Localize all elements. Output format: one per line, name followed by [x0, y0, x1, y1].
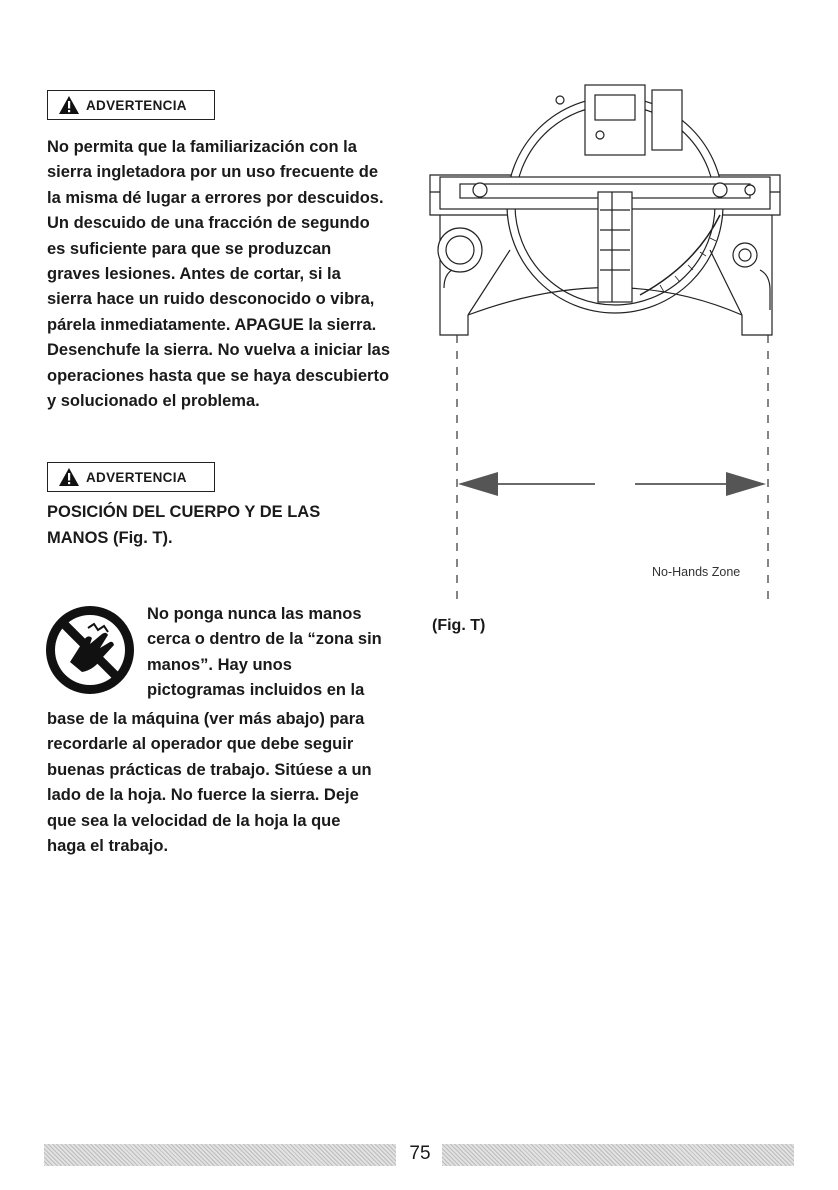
- figure-caption: (Fig. T): [432, 617, 486, 634]
- warning-label-2: ADVERTENCIA: [86, 469, 187, 485]
- warning-box-2: [47, 462, 215, 492]
- warning-triangle-icon: [58, 95, 80, 115]
- footer-bar-left: [44, 1144, 396, 1166]
- warning-paragraph-1: No permita que la familiarización con la sierra ingletadora por un uso frecuente de la misma dé lugar a errores por descuidos. Un descuido de una fracción de segundo es suficiente para que se produzcan graves lesiones. Antes de cortar, si la sierra hace un ruido desconocido o vibra, párela inmediatamente. APAGUE la sierra. Desenchufe la sierra. No vuelva a iniciar las operaciones hasta que se haya descubierto y solucionado el problema.: [47, 138, 391, 411]
- warning-triangle-icon: [58, 467, 80, 487]
- warning-box-1: [47, 90, 215, 120]
- no-hands-zone-label: No-Hands Zone: [652, 565, 741, 579]
- section-heading: POSICIÓN DEL CUERPO Y DE LAS MANOS (Fig. T).: [47, 503, 321, 547]
- footer-bar-right: [442, 1144, 794, 1166]
- miter-saw-figure: [420, 80, 790, 600]
- hands-paragraph-top: No ponga nunca las manos cerca o dentro de la “zona sin manos”. Hay unos pictogramas incluidos en la: [147, 605, 382, 700]
- hands-paragraph-bottom: base de la máquina (ver más abajo) para recordarle al operador que debe seguir buenas prácticas de trabajo. Sitúese a un lado de la hoja. No fuerce la sierra. Deje que sea la velocidad de la hoja la que haga el trabajo.: [47, 710, 372, 856]
- no-hands-pictogram-icon: [44, 604, 136, 696]
- page-number: 75: [409, 1143, 431, 1164]
- warning-label-1: ADVERTENCIA: [86, 97, 187, 113]
